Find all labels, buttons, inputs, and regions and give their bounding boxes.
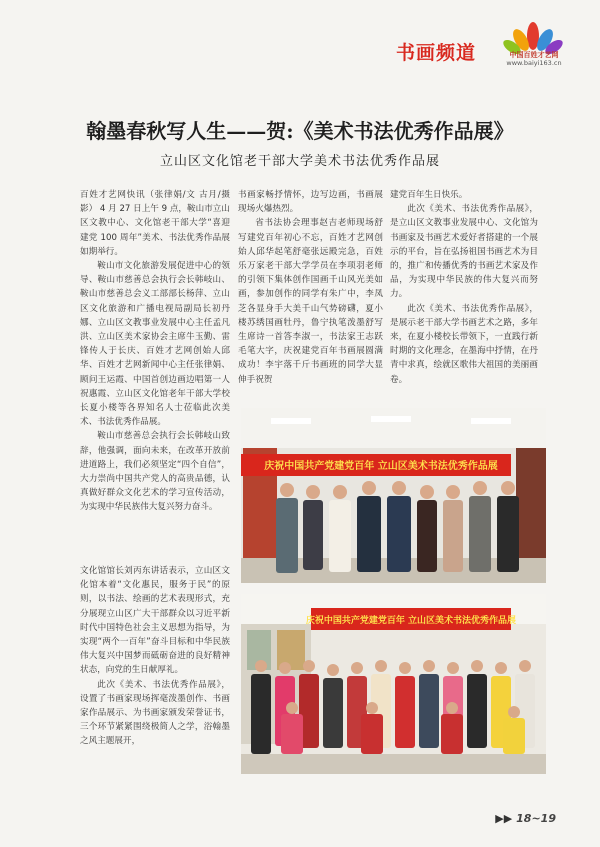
- paragraph: 此次《美术、书法优秀作品展》，是展示老干部大学书画艺术之路，多年来，在夏小楼校长带领下，一直践行新时期的文化理念，在墨海中抒情，在丹青中求真，绘就区歌伟大祖国的美丽画卷。: [390, 303, 538, 385]
- paragraph: 省书法协会理事赵吉老师现场舒写建党百年初心不忘，百姓才艺网创始人邱华起笔舒毫张远殿完急，百姓乐万家老干部大学学员在李项羽老师的引领下集体创作国画千山风光美如画，参加创作的同学有朱广中，李凤芝各显身手大美千山气势磅礴，夏小楼苏绣国画牡丹，鲁宁执笔泼墨舒写生席诗一首答李淑一，书法家王志跃毛笔大字，庆祝建党百年书画展圆满成功！李宇落千斤书画班的同学大显伸手祝贺: [238, 218, 383, 385]
- section-tag: 书画频道: [396, 42, 477, 64]
- paragraph: 百姓才艺网快讯（张律娟/文 古月/摄影） 4 月 27 日上午 9 点，鞍山市立山区文教中心、文化馆老干部大学“喜迎建党 100 周年”美术、书法优秀作品展 如期举行。: [80, 190, 230, 257]
- page-number-text: 18~19: [516, 812, 556, 825]
- paragraph: 建党百年生日快乐。: [390, 190, 468, 200]
- paragraph: 鞍山市慈善总会执行会长韩岐山致辞，他强调，面向未来，在改革开放前进道路上，我们必须坚定“四个自信”，大力崇尚中国共产党人的高贵品德，认真做好群众文化艺术的学习宣传活动，为实现中华民族伟大复兴努力奋斗。: [80, 431, 230, 513]
- next-page-icon: ▶▶: [495, 812, 513, 825]
- article-title: 翰墨春秋写人生——贺:《美术书法优秀作品展》: [86, 119, 514, 143]
- banner-1-text: 庆祝中国共产党建党百年 立山区美术书法优秀作品展: [264, 461, 498, 472]
- group-photo-2: [241, 594, 546, 774]
- page-number: [495, 812, 556, 825]
- group-photo-1: [241, 408, 546, 583]
- paragraph: 此次《美术、书法优秀作品展》，设置了书画家现场挥毫泼墨创作、书画家作品展示、为书画家颁发荣誉证书，三个环节紧紧围绕极简人之学，浴翰墨之风主题展开，: [80, 679, 230, 747]
- article-subtitle: 立山区文化馆老干部大学美术书法优秀作品展: [159, 154, 440, 169]
- paragraph: 鞍山市文化旅游发展促进中心的领导、鞍山市慈善总会执行会长韩岐山、鞍山市慈善总会义工部部长杨萍、立山区文化旅游和广播电视局副局长初丹娜、立山区文教事业发展中心主任孟凡洪、立山区美术家协会主席牛玉勤、雷锋传人于长庆、百姓才艺网创始人邱华、百姓才艺网新闻中心主任张律娟、顾问王运霞、中国首创边画边唱第一人祝惠霞、立山区文化馆老年干部大学校长夏小楼等各界知名人士莅临此次美术、书法优秀作品展。: [80, 261, 230, 428]
- logo-name: 中国百姓才艺网: [509, 51, 559, 59]
- banner-2-text: 庆祝中国共产党建党百年 立山区美术书法优秀作品展: [305, 616, 517, 626]
- text-column-3: [390, 188, 538, 387]
- paragraph: 此次《美术、书法优秀作品展》，是立山区文教事业发展中心、文化馆为书画家及书画艺术爱好者搭建的一个展示的平台，旨在弘扬祖国书画艺术为目的，推广和传播优秀的书画艺术家及作品，为实现中华民族的伟大复兴而努力。: [390, 204, 538, 300]
- paragraph: 文化馆馆长刘丙东讲话表示，立山区文化馆本着“文化惠民，服务于民”的原则，以书法、绘画的艺术表现形式，充分展现立山区广大干部群众以习近平新时代中国特色社会主义思想为指导，为实现“两个一百年”奋斗目标和中华民族伟大复兴中国梦而砥砺奋进的良好精神状态，向党的生日献厚礼。: [80, 566, 230, 676]
- text-column-1-lower: [80, 564, 230, 749]
- text-column-1: [80, 188, 230, 515]
- paragraph: 书画家畅抒情怀，边写边画，书画展现场火爆热烈。: [238, 190, 383, 215]
- text-column-2: [238, 188, 383, 387]
- logo-url: www.baiyi163.cn: [506, 59, 562, 67]
